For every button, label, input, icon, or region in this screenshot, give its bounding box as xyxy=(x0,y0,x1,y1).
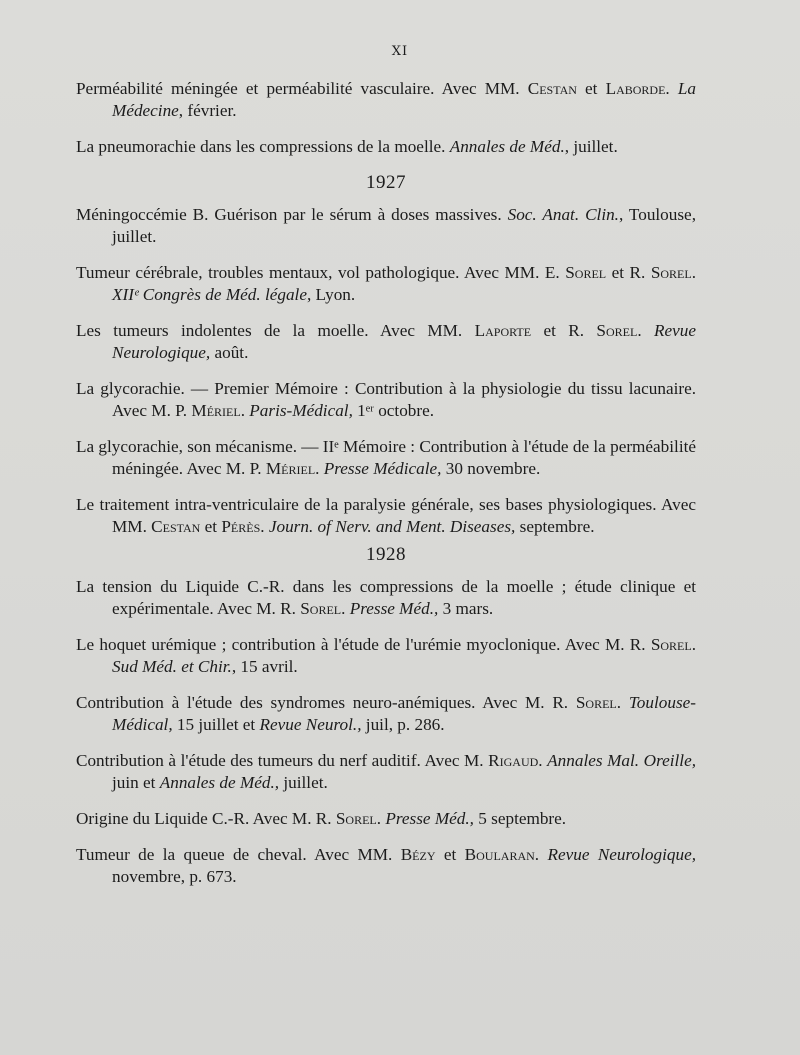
bibliography-entry: La glycorachie. — Premier Mémoire : Contribution à la physiologie du tissu lacunaire. Avec M. P. Mériel. Paris-Médical, 1ᵉʳ octobre. xyxy=(76,379,696,420)
bibliography-entry: La glycorachie, son mécanisme. — IIᵉ Mémoire : Contribution à l'étude de la perméabilité méningée. Avec M. P. Mériel. Presse Médicale, 30 novembre. xyxy=(76,437,696,478)
year-heading-1927: 1927 xyxy=(366,172,406,193)
bibliography-entry: Contribution à l'étude des syndromes neuro-anémiques. Avec M. R. Sorel. Toulouse-Médical, 15 juillet et Revue Neurol., juil, p. 286. xyxy=(76,693,696,734)
bibliography-entry: La pneumorachie dans les compressions de la moelle. Annales de Méd., juillet. xyxy=(76,137,618,156)
page-number: XI xyxy=(391,44,409,59)
bibliography-entry: Les tumeurs indolentes de la moelle. Avec MM. Laporte et R. Sorel. Revue Neurologique, août. xyxy=(76,321,696,362)
bibliography-entry: Tumeur cérébrale, troubles mentaux, vol pathologique. Avec MM. E. Sorel et R. Sorel. XIIᵉ Congrès de Méd. légale, Lyon. xyxy=(76,263,696,304)
bibliography-entry: Méningoccémie B. Guérison par le sérum à doses massives. Soc. Anat. Clin., Toulouse, juillet. xyxy=(76,205,696,246)
bibliography-entry: Contribution à l'étude des tumeurs du nerf auditif. Avec M. Rigaud. Annales Mal. Oreille, juin et Annales de Méd., juillet. xyxy=(76,751,697,792)
bibliography-entry: La tension du Liquide C.-R. dans les compressions de la moelle ; étude clinique et expérimentale. Avec M. R. Sorel. Presse Méd., 3 mars. xyxy=(76,577,696,618)
bibliography-entry: Perméabilité méningée et perméabilité vasculaire. Avec MM. Cestan et Laborde. La Médecine, février. xyxy=(76,79,697,120)
bibliography-entry: Le hoquet urémique ; contribution à l'étude de l'urémie myoclonique. Avec M. R. Sorel. Sud Méd. et Chir., 15 avril. xyxy=(76,635,696,676)
year-heading-1928: 1928 xyxy=(366,544,406,565)
bibliography-entry: Origine du Liquide C.-R. Avec M. R. Sorel. Presse Méd., 5 septembre. xyxy=(76,809,567,828)
bibliography-entry: Le traitement intra-ventriculaire de la paralysie générale, ses bases physiologiques. Avec MM. Cestan et Pérès. Journ. of Nerv. and Ment. Diseases, septembre. xyxy=(76,495,696,536)
bibliography-list xyxy=(76,78,696,902)
bibliography-entry: Tumeur de la queue de cheval. Avec MM. Bézy et Boularan. Revue Neurologique, novembre, p. 673. xyxy=(76,845,696,886)
